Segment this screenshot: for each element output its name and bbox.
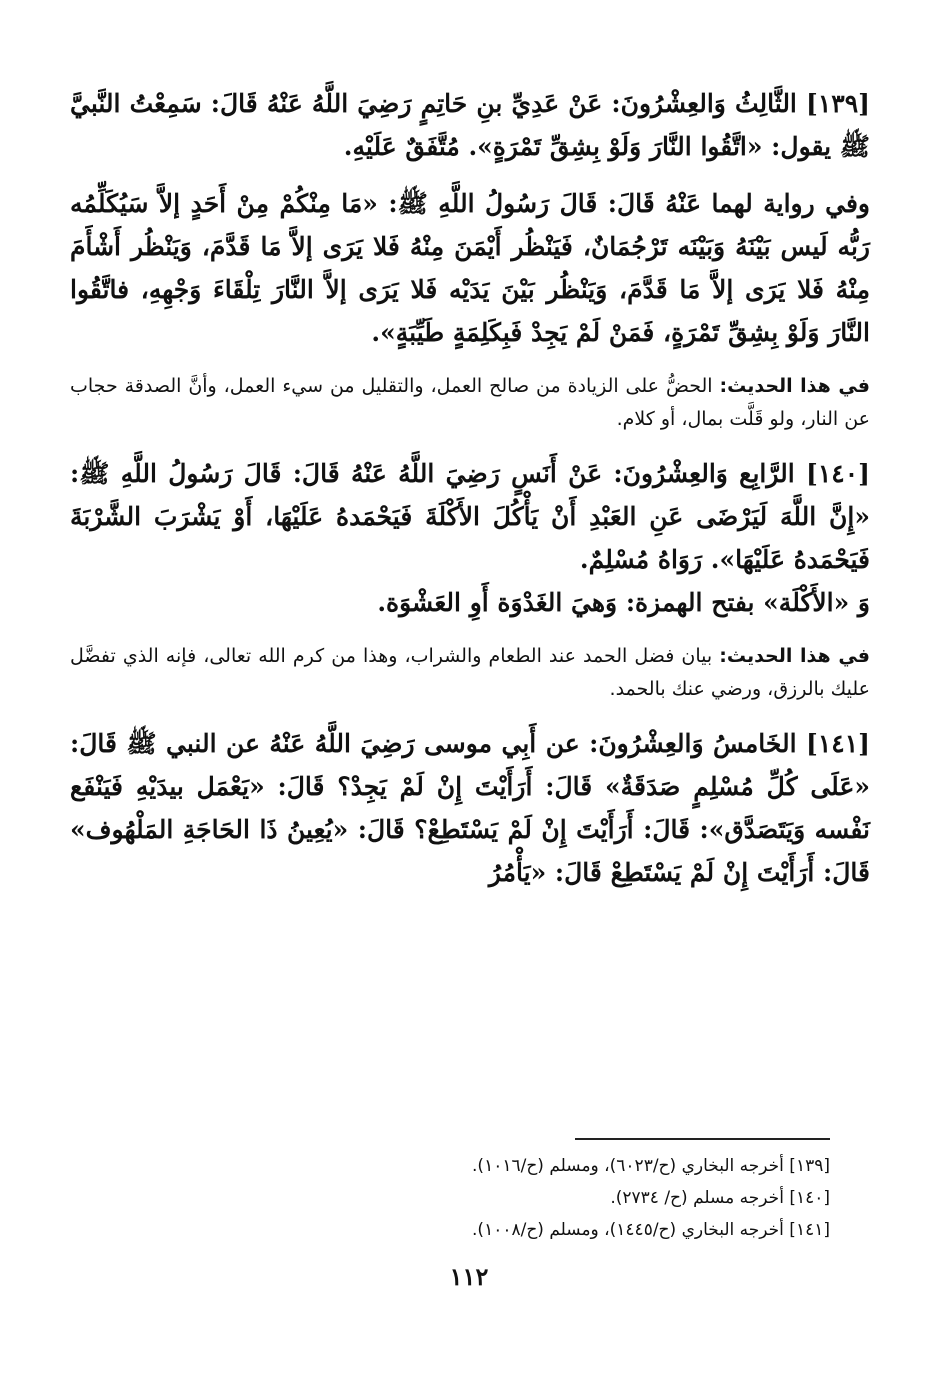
commentary-lead: في هذا الحديث:: [719, 645, 870, 667]
commentary-140: [70, 640, 870, 706]
footnote-divider: [575, 1138, 830, 1140]
hadith-141: [١٤١] الخَامسُ وَالعِشْرُونَ: عن أَبِي موسى رَضِيَ اللَّهُ عَنْهُ عن النبي ﷺ قَالَ: «عَلَى كُلِّ مُسْلِمٍ صَدَقَةٌ» قَالَ: أَرَأَيْتَ إِنْ لَمْ يَجِدْ؟ قَالَ: «يَعْمَل بيدَيْهِ فَيَنْفَع نَفْسه وَيَتَصَدَّق»: قَالَ: أَرَأَيْتَ إِنْ لَمْ يَسْتَطِعْ؟ قَالَ: «يُعِينُ ذَا الحَاجَةِ المَلْهُوف» قَالَ: أَرَأَيْتَ إِنْ لَمْ يَسْتَطِعْ قَالَ: «يَأْمُرُ: [70, 729, 870, 887]
footnotes: [70, 1150, 830, 1246]
page-number: ١١٢: [449, 1262, 489, 1291]
footnote-141: [١٤١] أخرجه البخاري (ح/١٤٤٥)، ومسلم (ح/١٠٠٨).: [472, 1220, 830, 1240]
hadith-140: [١٤٠] الرَّابِع وَالعِشْرُونَ: عَنْ أَنَسٍ رَضِيَ اللَّهُ عَنْهُ قَالَ: قَالَ رَسُولُ اللَّهِ ﷺ: «إِنَّ اللَّهَ لَيَرْضَى عَنِ العَبْدِ أَنْ يَأْكُلَ الأَكْلَةَ فَيَحْمَدهُ عَلَيْهَا، أَوْ يَشْرَبَ الشَّرْبَةَ فَيَحْمَدهُ عَلَيْهَا». رَوَاهُ مُسْلِمٌ.: [70, 459, 870, 574]
hadith-139-variant: وفي رواية لهما عَنْهُ قَالَ: قَالَ رَسُولُ اللَّهِ ﷺ: «مَا مِنْكُمْ مِنْ أَحَدٍ إلاَّ سَيُكَلِّمُه رَبُّه لَيس بَيْنَهُ وَبَيْنَه تَرْجُمَانٌ، فَيَنْظُر أَيْمَنَ مِنْهُ فَلا يَرَى إلاَّ مَا قَدَّمَ، وَيَنْظُر أَشْأَمَ مِنْهُ فَلا يَرَى إلاَّ مَا قَدَّمَ، وَيَنْظُر بَيْنَ يَدَيْه فَلا يَرَى إلاَّ النَّارَ تِلْقَاءَ وَجْهِهِ، فاتَّقُوا النَّارَ وَلَوْ بِشِقِّ تَمْرَةٍ، فَمَنْ لَمْ يَجِدْ فَبِكَلِمَةٍ طَيِّبَةٍ».: [70, 189, 870, 347]
commentary-text: الحضُّ على الزيادة من صالح العمل، والتقليل من سيء العمل، وأنَّ الصدقة حجاب عن النار، ولو قَلَّت بمال، أو كلام.: [70, 375, 870, 430]
footnote-140: [١٤٠] أخرجه مسلم (ح/ ٢٧٣٤).: [610, 1188, 830, 1208]
hadith-139: [١٣٩] الثَّالِثُ وَالعِشْرُونَ: عَنْ عَدِيِّ بنِ حَاتِمٍ رَضِيَ اللَّهُ عَنْهُ قَالَ: سَمِعْتُ النَّبيَّ ﷺ يقول: «اتَّقُوا النَّارَ وَلَوْ بِشِقِّ تَمْرَةٍ». مُتَّفَقٌ عَلَيْهِ.: [70, 89, 870, 161]
footnote-139: [١٣٩] أخرجه البخاري (ح/٦٠٢٣)، ومسلم (ح/١٠١٦).: [472, 1156, 830, 1176]
hadith-140-gloss: وَ «الأَكْلَة» بفتح الهمزة: وَهيَ الغَدْوَة أَوِ العَشْوَة.: [377, 588, 870, 617]
commentary-lead: في هذا الحديث:: [719, 375, 870, 397]
commentary-139: [70, 370, 870, 436]
page-body: [70, 82, 870, 894]
commentary-text: بيان فضل الحمد عند الطعام والشراب، وهذا من كرم الله تعالى، فإنه الذي تفضَّل عليك بالرزق، ورضي عنك بالحمد.: [70, 645, 870, 700]
